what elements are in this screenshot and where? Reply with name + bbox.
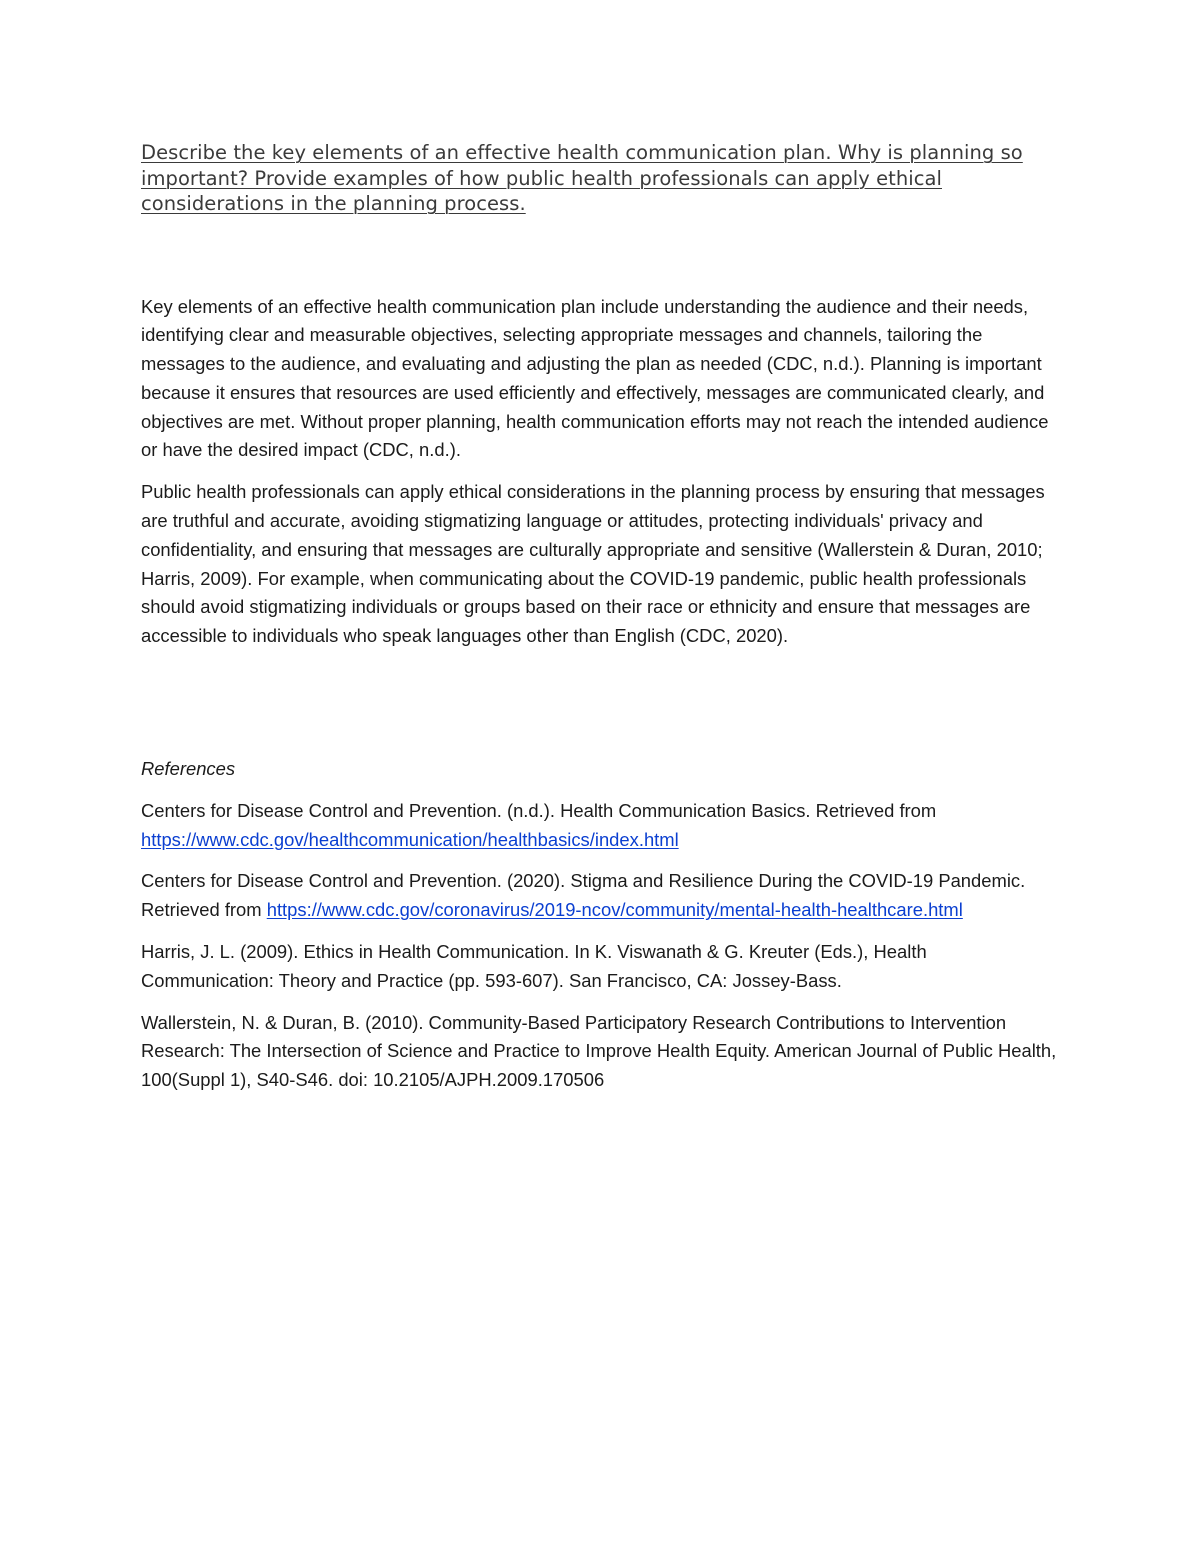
reference-text: Wallerstein, N. & Duran, B. (2010). Community-Based Participatory Research Contributions to Intervention Research: The Intersection of Science and Practice to Improve Health Equity. American Journal of Public Health, 100(Suppl 1), S40-S46. doi: 10.2105/AJPH.2009.170506 — [141, 1011, 1057, 1091]
answer-paragraph-1: Key elements of an effective health communication plan include understanding the audience and their needs, identifying clear and measurable objectives, selecting appropriate messages and channels, tailoring the messages to the audience, and evaluating and adjusting the plan as needed (CDC, n.d.). Planning is important because it ensures that resources are used efficiently and effectively, messages are communicated clearly, and objectives are met. Without proper planning, health communication efforts may not reach the intended audience or have the desired impact (CDC, n.d.). — [141, 295, 1049, 461]
reference-text: Centers for Disease Control and Prevention. (2020). Stigma and Resilience During the COVID-19 Pandemic. Retrieved from — [141, 870, 1026, 921]
reference-text: Centers for Disease Control and Prevention. (n.d.). Health Communication Basics. Retrieved from — [141, 799, 937, 821]
references-heading: References — [141, 758, 236, 780]
answer-paragraph-2: Public health professionals can apply ethical considerations in the planning process by ensuring that messages are truthful and accurate, avoiding stigmatizing language or attitudes, protecting individuals' privacy and confidentiality, and ensuring that messages are culturally appropriate and sensitive (Wallerstein & Duran, 2010; Harris, 2009). For example, when communicating about the COVID-19 pandemic, public health professionals should avoid stigmatizing individuals or groups based on their race or ethnicity and ensure that messages are accessible to individuals who speak languages other than English (CDC, 2020). — [141, 481, 1045, 647]
reference-text: Harris, J. L. (2009). Ethics in Health Communication. In K. Viswanath & G. Kreuter (Eds.), Health Communication: Theory and Practice (pp. 593-607). San Francisco, CA: Jossey-Bass. — [141, 941, 927, 991]
reference-item-3 — [141, 938, 1059, 996]
reference-item-4 — [141, 1009, 1059, 1095]
reference-link[interactable]: https://www.cdc.gov/coronavirus/2019-ncov/community/mental-health-healthcare.html — [266, 899, 963, 921]
reference-item-1 — [141, 797, 1059, 855]
assignment-question: Describe the key elements of an effective health communication plan. Why is planning so important? Provide examples of how public health professionals can apply ethical considerations in the planning process. — [141, 141, 1023, 215]
document-content — [141, 140, 1059, 1108]
reference-item-2 — [141, 867, 1059, 925]
reference-link[interactable]: https://www.cdc.gov/healthcommunication/healthbasics/index.html — [141, 828, 679, 850]
